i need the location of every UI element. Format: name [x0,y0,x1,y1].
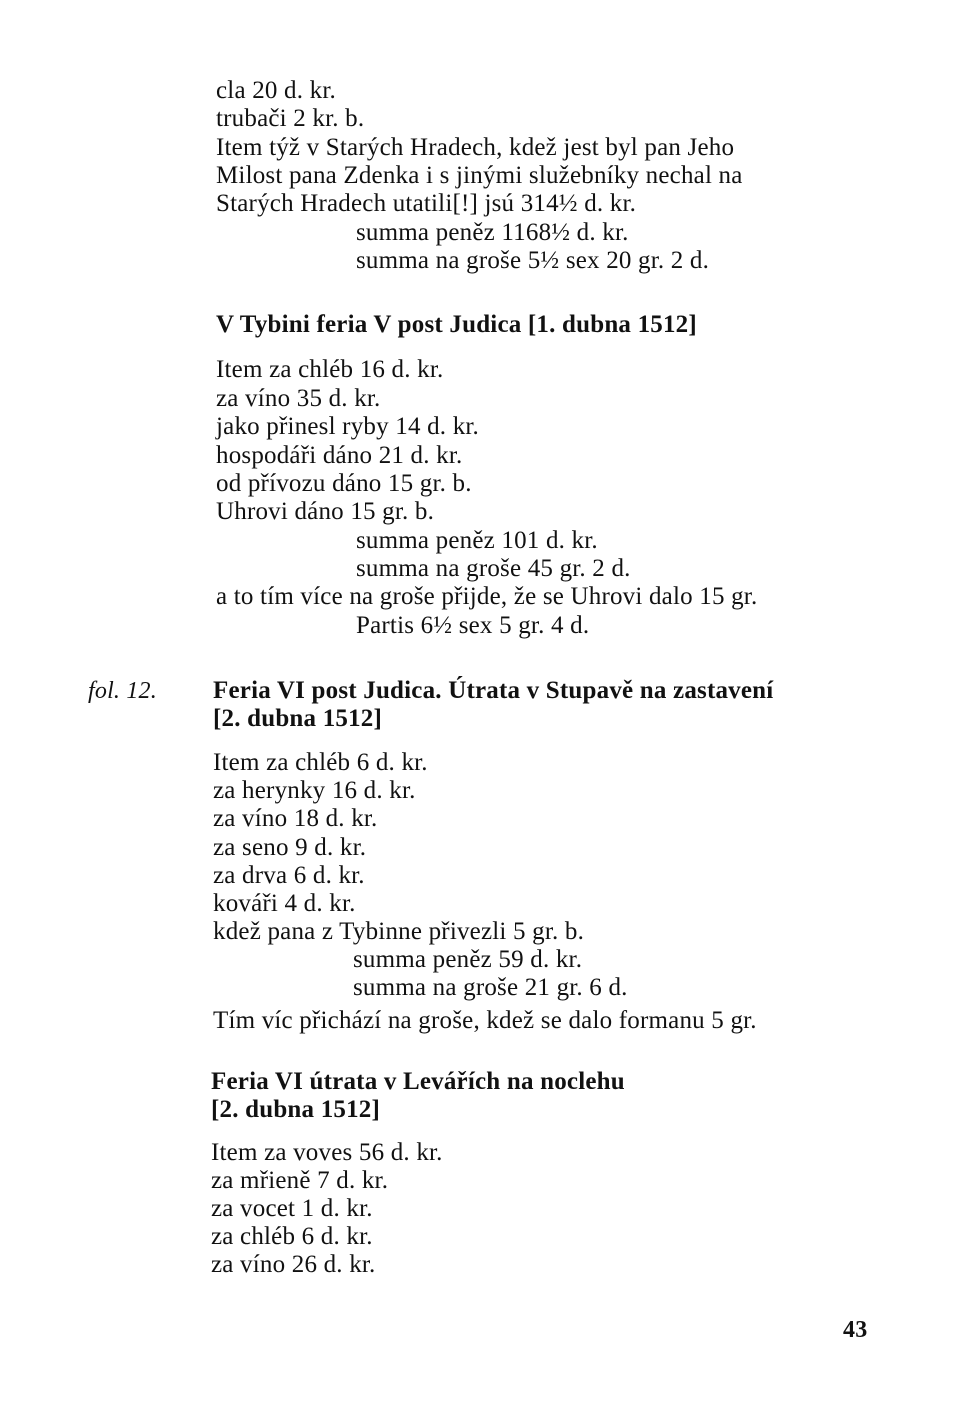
text-line: trubači 2 kr. b. [216,105,365,132]
folio-margin-note: fol. 12. [88,678,157,704]
text-line: Uhrovi dáno 15 gr. b. [216,498,435,525]
sum-line: summa na groše 5½ sex 20 gr. 2 d. [356,247,710,274]
text-line: Item za voves 56 d. kr. [211,1139,443,1166]
text-line: za víno 18 d. kr. [213,805,378,832]
sum-line: summa peněz 101 d. kr. [356,527,598,554]
text-line: Item za chléb 16 d. kr. [216,356,444,383]
text-line: od přívozu dáno 15 gr. b. [216,470,472,497]
text-line: za drva 6 d. kr. [213,862,365,889]
text-line: cla 20 d. kr. [216,77,336,104]
text-line: za herynky 16 d. kr. [213,777,416,804]
text-line: Milost pana Zdenka i s jinými služebníky nechal na [216,162,743,189]
text-line: Starých Hradech utatili[!] jsú 314½ d. kr. [216,190,637,217]
text-line: za mřieně 7 d. kr. [211,1167,389,1194]
section-heading: Feria VI útrata v Levářích na noclehu [211,1068,625,1095]
text-line: hospodáři dáno 21 d. kr. [216,442,463,469]
section-heading: Feria VI post Judica. Útrata v Stupavě na zastavení [213,677,774,704]
section-heading: [2. dubna 1512] [213,705,383,732]
text-line: za seno 9 d. kr. [213,834,367,861]
text-line: za víno 26 d. kr. [211,1251,376,1278]
text-line: Item týž v Starých Hradech, kdež jest byl pan Jeho [216,134,735,161]
page-number: 43 [843,1317,868,1343]
text-line: Tím víc přichází na groše, kdež se dalo formanu 5 gr. [213,1007,757,1034]
sum-line: summa na groše 45 gr. 2 d. [356,555,631,582]
text-line: kdež pana z Tybinne přivezli 5 gr. b. [213,918,585,945]
text-line: jako přinesl ryby 14 d. kr. [216,413,480,440]
text-line: Item za chléb 6 d. kr. [213,749,428,776]
text-line: za vocet 1 d. kr. [211,1195,373,1222]
section-heading: V Tybini feria V post Judica [1. dubna 1512] [216,311,697,338]
partis-line: Partis 6½ sex 5 gr. 4 d. [356,612,590,639]
sum-line: summa peněz 59 d. kr. [353,946,583,973]
text-line: kováři 4 d. kr. [213,890,356,917]
sum-line: summa peněz 1168½ d. kr. [356,219,629,246]
sum-line: summa na groše 21 gr. 6 d. [353,974,628,1001]
text-line: za víno 35 d. kr. [216,385,381,412]
text-line: a to tím více na groše přijde, že se Uhrovi dalo 15 gr. [216,583,758,610]
text-line: za chléb 6 d. kr. [211,1223,373,1250]
section-heading: [2. dubna 1512] [211,1096,381,1123]
